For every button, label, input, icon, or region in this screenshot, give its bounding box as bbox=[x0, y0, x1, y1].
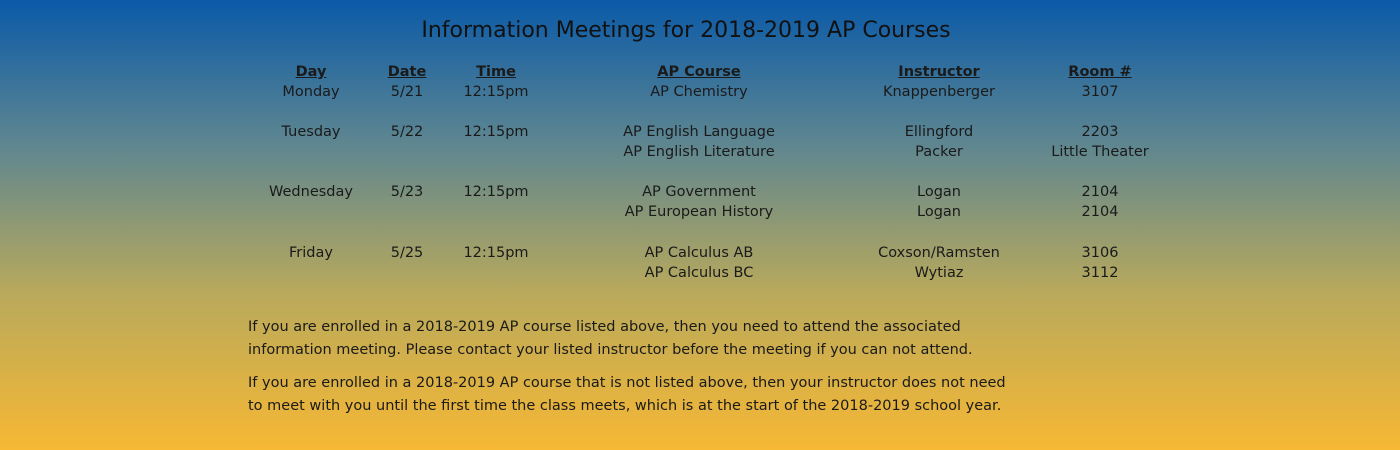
meeting-schedule-table bbox=[0, 62, 1400, 292]
notes-section bbox=[248, 316, 1148, 428]
cell-room: Little Theater bbox=[1051, 144, 1149, 160]
cell-course: AP European History bbox=[624, 204, 774, 220]
cell-time: 12:15pm bbox=[463, 245, 529, 261]
cell-date: 5/23 bbox=[390, 184, 424, 200]
cell-day: Monday bbox=[282, 84, 340, 100]
cell-course: AP Chemistry bbox=[650, 84, 748, 100]
note-line: If you are enrolled in a 2018-2019 AP course that is not listed above, then your instructor does not need bbox=[248, 375, 1006, 391]
cell-course: AP English Language bbox=[623, 124, 775, 140]
cell-time: 12:15pm bbox=[463, 124, 529, 140]
cell-time: 12:15pm bbox=[463, 184, 529, 200]
column-header-time: Time bbox=[476, 64, 516, 80]
cell-instructor: Logan bbox=[917, 204, 961, 220]
page-title: Information Meetings for 2018-2019 AP Courses bbox=[421, 18, 951, 43]
cell-room: 3106 bbox=[1081, 245, 1119, 261]
cell-time: 12:15pm bbox=[463, 84, 529, 100]
cell-day: Friday bbox=[289, 245, 333, 261]
cell-day: Tuesday bbox=[281, 124, 341, 140]
cell-instructor: Ellingford bbox=[904, 124, 974, 140]
note-paragraph-1 bbox=[248, 316, 1148, 362]
column-header-instructor: Instructor bbox=[898, 64, 980, 80]
column-header-date: Date bbox=[387, 64, 427, 80]
cell-date: 5/25 bbox=[390, 245, 424, 261]
cell-course: AP Government bbox=[642, 184, 756, 200]
note-line: information meeting. Please contact your listed instructor before the meeting if you can not attend. bbox=[248, 342, 973, 358]
note-paragraph-2 bbox=[248, 372, 1148, 418]
cell-instructor: Packer bbox=[915, 144, 963, 160]
cell-instructor: Wytiaz bbox=[914, 265, 964, 281]
cell-room: 2104 bbox=[1081, 184, 1119, 200]
cell-room: 3107 bbox=[1081, 84, 1119, 100]
cell-course: AP English Literature bbox=[623, 144, 775, 160]
column-header-day: Day bbox=[295, 64, 327, 80]
cell-day: Wednesday bbox=[269, 184, 353, 200]
cell-instructor: Coxson/Ramsten bbox=[878, 245, 1000, 261]
cell-date: 5/21 bbox=[390, 84, 424, 100]
cell-course: AP Calculus BC bbox=[644, 265, 754, 281]
cell-room: 2104 bbox=[1081, 204, 1119, 220]
cell-instructor: Knappenberger bbox=[882, 84, 996, 100]
cell-instructor: Logan bbox=[917, 184, 961, 200]
note-line: to meet with you until the first time the class meets, which is at the start of the 2018-2019 school year. bbox=[248, 398, 1002, 414]
cell-course: AP Calculus AB bbox=[644, 245, 754, 261]
cell-room: 2203 bbox=[1081, 124, 1119, 140]
cell-room: 3112 bbox=[1081, 265, 1119, 281]
column-header-course: AP Course bbox=[657, 64, 741, 80]
cell-date: 5/22 bbox=[390, 124, 424, 140]
note-line: If you are enrolled in a 2018-2019 AP course listed above, then you need to attend the associated bbox=[248, 319, 961, 335]
column-header-room: Room # bbox=[1068, 64, 1132, 80]
